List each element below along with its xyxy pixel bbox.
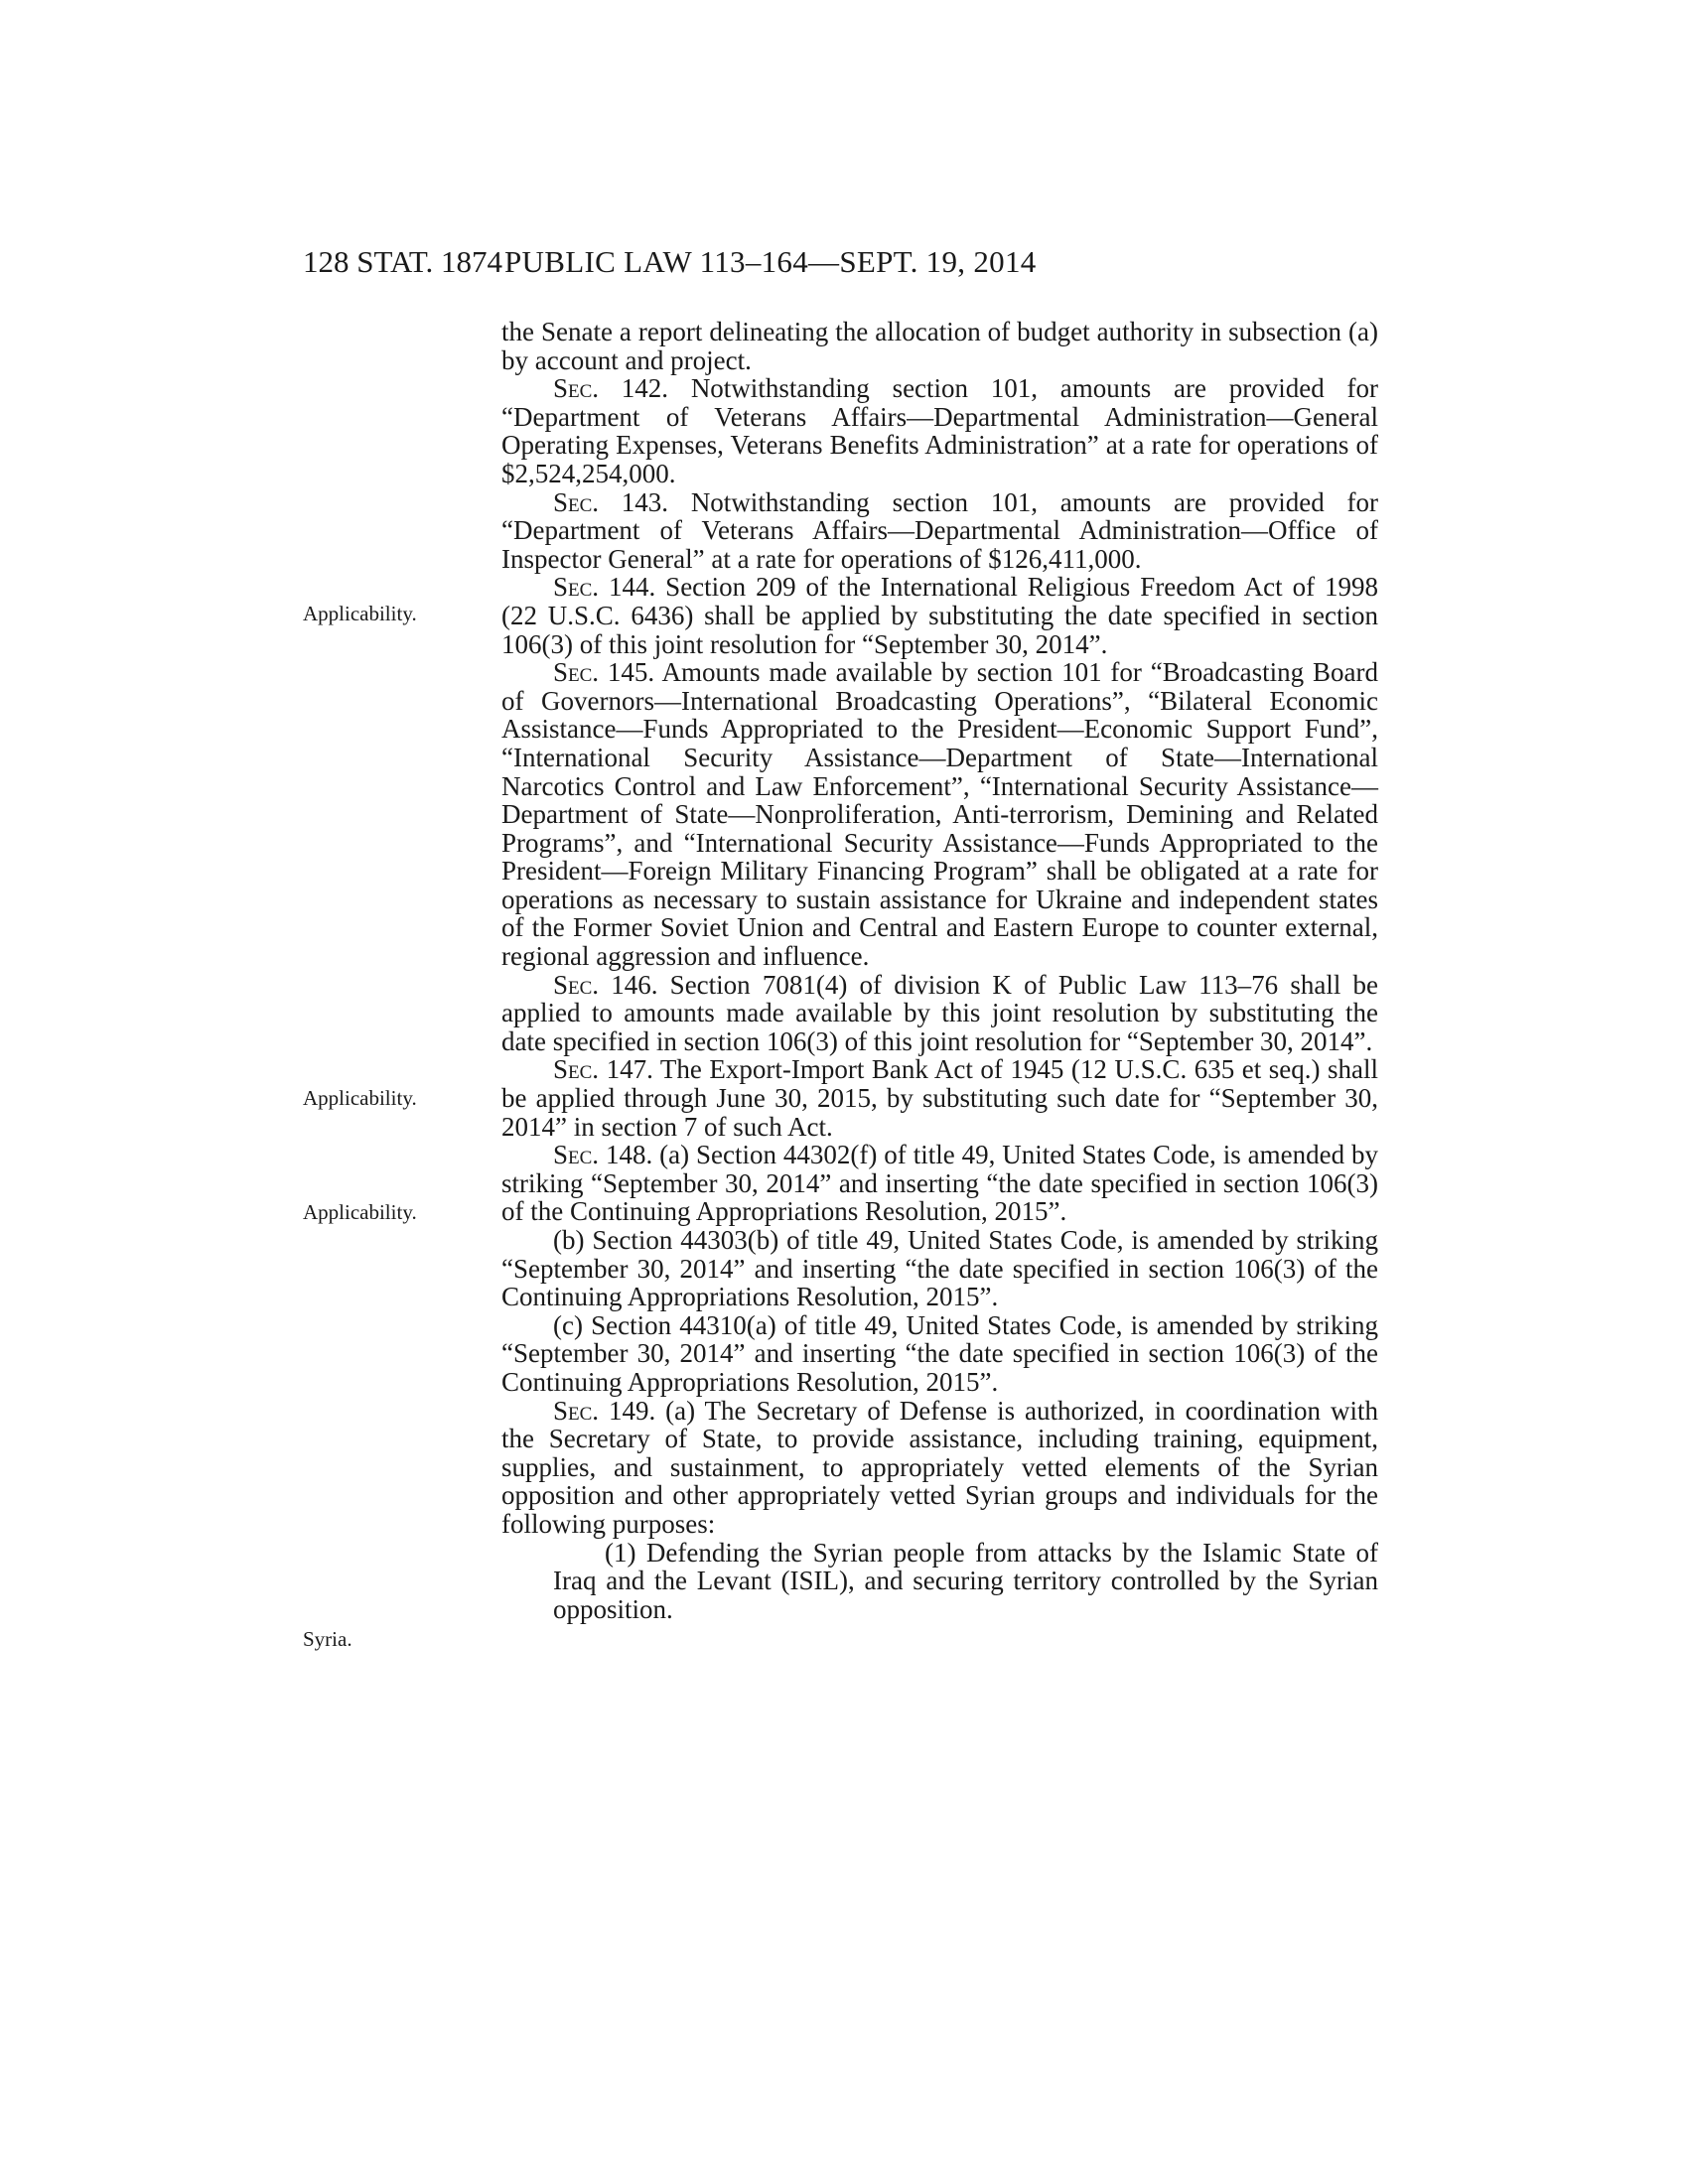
margin-note-applicability-sec-144: Applicability. <box>303 602 417 625</box>
section-144: Sec. 144. Section 209 of the International Religious Freedom Act of 1998 (22 U.S.C. 6436) shall be applied by substituting the date specified in section 106(3) of this joint resolution for “September 30, 2014”. <box>501 572 1378 659</box>
statute-citation: 128 STAT. 1874 <box>303 244 503 279</box>
section-label: Sec. <box>553 373 600 404</box>
section-label: Sec. <box>553 1054 600 1085</box>
margin-note-syria: Syria. <box>303 1627 352 1651</box>
section-148-b: (b) Section 44303(b) of title 49, United States Code, is amended by striking “September 30, 2014” and inserting “the date specified in section 106(3) of the Continuing Appropriations Resolution, 2015”. <box>501 1225 1378 1312</box>
paragraph-continuation: the Senate a report delineating the allocation of budget authority in subsection (a) by account and project. <box>501 317 1378 375</box>
margin-note-applicability-sec-146: Applicability. <box>303 1086 417 1110</box>
section-label: Sec. <box>553 1140 600 1170</box>
section-148-a: Sec. 148. (a) Section 44302(f) of title 49, United States Code, is amended by striking “September 30, 2014” and inserting “the date specified in section 106(3) of the Continuing Appropriations Resolution, 2015”. <box>501 1140 1378 1227</box>
section-148-c: (c) Section 44310(a) of title 49, United States Code, is amended by striking “September 30, 2014” and inserting “the date specified in section 106(3) of the Continuing Appropriations Resolution, 2015”. <box>501 1309 1378 1397</box>
section-label: Sec. <box>553 1395 600 1426</box>
section-142: Sec. 142. Notwithstanding section 101, amounts are provided for “Department of Veterans Affairs—Departmental Administration—General Operating Expenses, Veterans Benefits Administration” at a rate for operations of $2,524,254,000. <box>501 373 1378 488</box>
section-149-a-1: (1) Defending the Syrian people from attacks by the Islamic State of Iraq and the Levant (ISIL), and securing territory controlled by the Syrian opposition. <box>553 1537 1378 1624</box>
section-label: Sec. <box>553 969 600 1000</box>
public-law-title: PUBLIC LAW 113–164—SEPT. 19, 2014 <box>504 244 1037 279</box>
section-label: Sec. <box>553 486 600 517</box>
section-label: Sec. <box>553 657 600 688</box>
margin-note-applicability-sec-147: Applicability. <box>303 1200 417 1224</box>
section-149-a: Sec. 149. (a) The Secretary of Defense is authorized, in coordination with the Secretary of State, to provide assistance, including training, equipment, supplies, and sustainment, to appropriately vetted elements of the Syrian opposition and other appropriately vetted Syrian groups and individuals for the following purposes: <box>501 1395 1378 1539</box>
body-text <box>501 318 1378 1623</box>
section-146: Sec. 146. Section 7081(4) of division K of Public Law 113–76 shall be applied to amounts made available by this joint resolution by substituting the date specified in section 106(3) of this joint resolution for “September 30, 2014”. <box>501 969 1378 1056</box>
section-145: Sec. 145. Amounts made available by section 101 for “Broadcasting Board of Governors—International Broadcasting Operations”, “Bilateral Economic Assistance—Funds Appropriated to the President—Economic Support Fund”, “International Security Assistance—Department of State—International Narcotics Control and Law Enforcement”, “International Security Assistance—Department of State—Nonproliferation, Anti-terrorism, Demining and Related Programs”, and “International Security Assistance—Funds Appropriated to the President—Foreign Military Financing Program” shall be obligated at a rate for operations as necessary to sustain assistance for Ukraine and independent states of the Former Soviet Union and Central and Eastern Europe to counter external, regional aggression and influence. <box>501 657 1378 972</box>
section-147: Sec. 147. The Export-Import Bank Act of 1945 (12 U.S.C. 635 et seq.) shall be applied through June 30, 2015, by substituting such date for “September 30, 2014” in section 7 of such Act. <box>501 1054 1378 1142</box>
section-143: Sec. 143. Notwithstanding section 101, amounts are provided for “Department of Veterans Affairs—Departmental Administration—Office of Inspector General” at a rate for operations of $126,411,000. <box>501 486 1378 574</box>
section-label: Sec. <box>553 572 600 603</box>
running-header <box>303 242 1296 282</box>
